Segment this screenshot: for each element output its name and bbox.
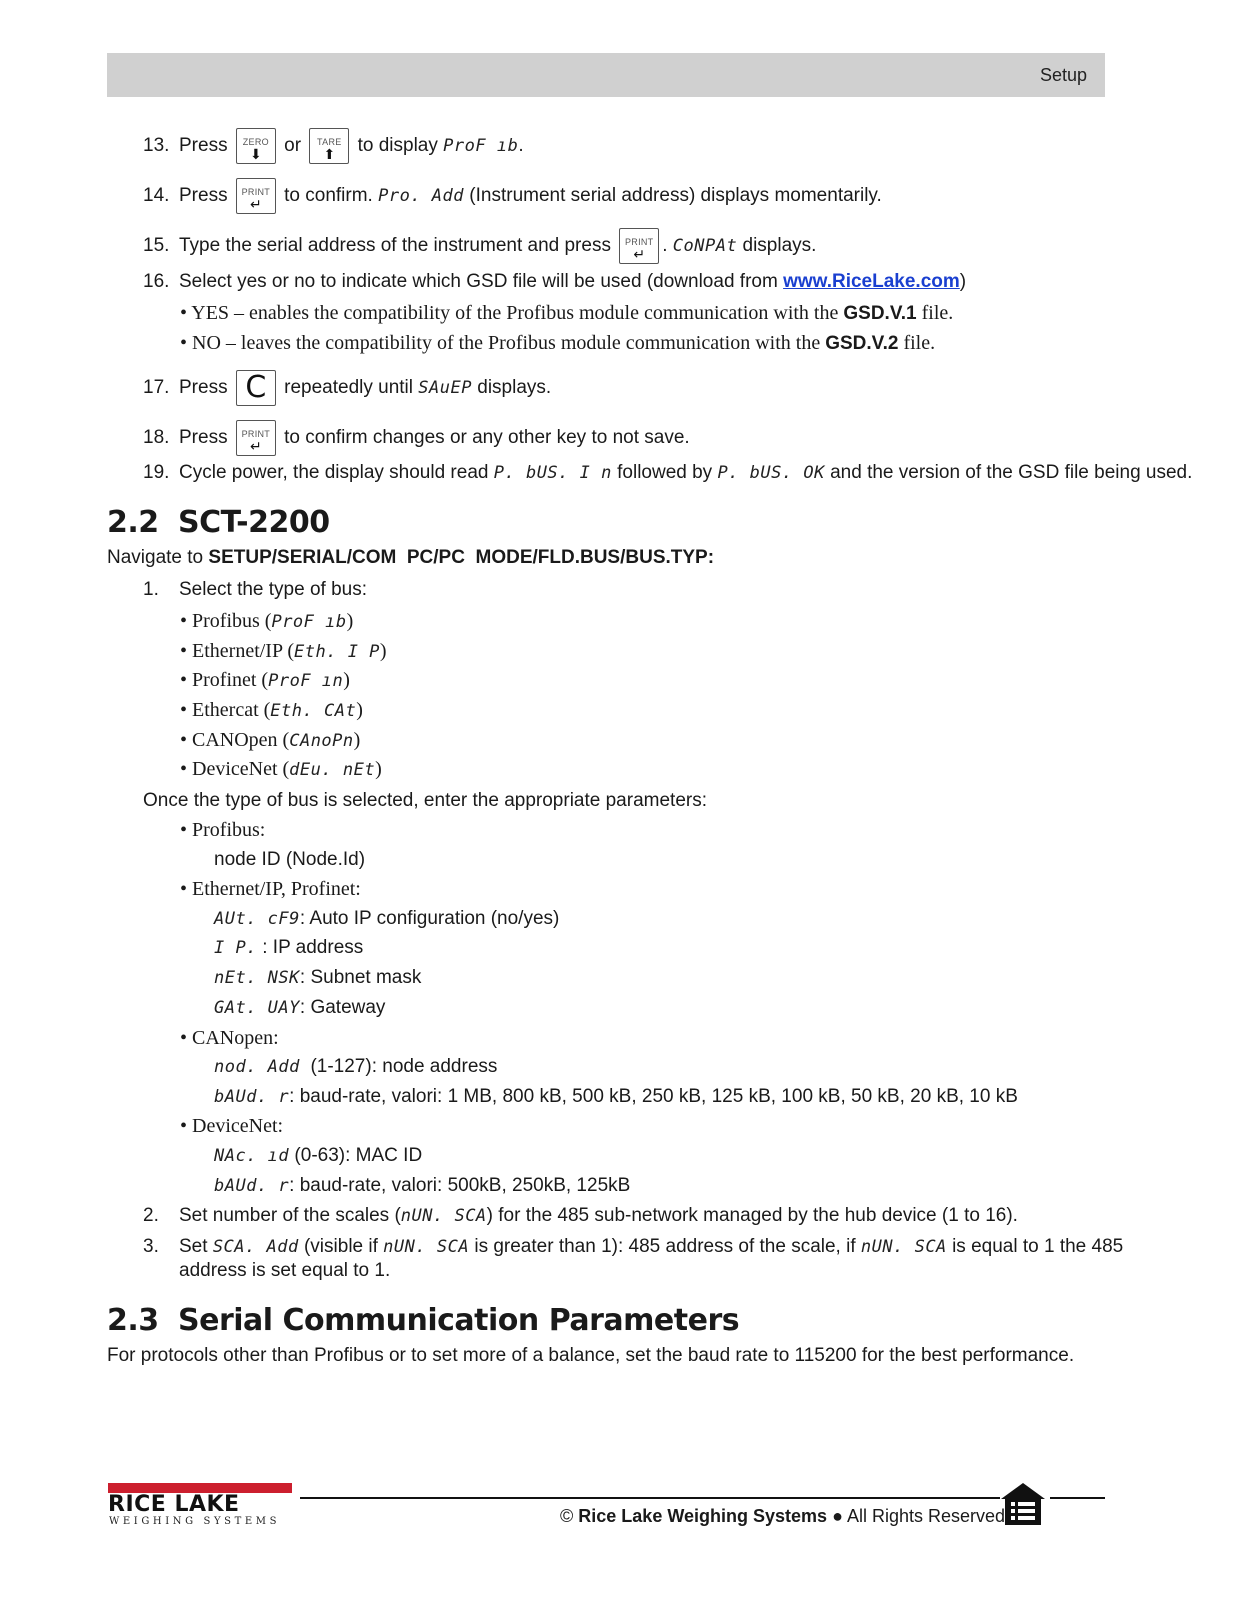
section-2-2-heading: [107, 505, 330, 540]
display-code: nUN. SCA: [860, 1237, 947, 1257]
header-section-title: Setup: [1039, 65, 1087, 85]
param-text: : baud-rate, valori: 500kB, 250kB, 125kB: [289, 1175, 631, 1196]
step-text: .: [662, 235, 668, 257]
copyright-symbol: ©: [560, 1506, 574, 1526]
param-text: : Auto IP configuration (no/yes): [299, 908, 560, 929]
bus-close: ): [343, 669, 350, 691]
step-17: [143, 370, 551, 406]
nav-text: Navigate to: [107, 547, 204, 568]
key-label: C: [245, 370, 267, 405]
param-text: : baud-rate, valori: 1 MB, 800 kB, 500 kB, 250 kB, 125 kB, 100 kB, 50 kB, 20 kB, 10 kB: [289, 1086, 1018, 1107]
step-number: 3.: [143, 1236, 159, 1257]
param-text: : IP address: [256, 937, 364, 958]
step-number: 19.: [143, 462, 170, 483]
bus-type-item: [180, 668, 350, 693]
bullet-no: [180, 331, 935, 356]
step-text: and the version of the GSD file being used.: [830, 462, 1193, 483]
sct-step-3: [143, 1235, 1123, 1259]
step-number: 2.: [143, 1205, 159, 1226]
step-text: Press: [179, 377, 228, 399]
step-18: [143, 420, 690, 456]
section-2-3-text: For protocols other than Profibus or to set more of a balance, set the baud rate to 115200 for the best performance.: [107, 1345, 1075, 1366]
bus-close: ): [379, 640, 387, 662]
key-label: PRINT: [241, 429, 271, 439]
ethernet-heading: • Ethernet/IP, Profinet:: [180, 878, 361, 900]
bus-name: • Ethernet/IP (: [180, 640, 295, 662]
display-code: SCA. Add: [212, 1237, 299, 1257]
key-label: TARE: [317, 137, 342, 147]
display-code: I P.: [214, 938, 257, 958]
c-key-icon: [236, 370, 276, 406]
param-line: [214, 1174, 630, 1198]
print-key-icon: [236, 178, 276, 214]
step-text: Set: [179, 1236, 208, 1257]
gsd-file-name: GSD.V.1: [843, 303, 917, 324]
bus-type-item: [180, 609, 353, 634]
bus-name: • Profibus (: [180, 610, 272, 632]
enter-icon: ↵: [249, 196, 262, 212]
bullet-separator: ●: [832, 1506, 843, 1526]
step-text: Type the serial address of the instrument and press: [179, 235, 611, 257]
bus-name: • CANOpen (: [180, 729, 290, 751]
bus-close: ): [353, 729, 361, 751]
param-line: [214, 966, 421, 990]
step-text: Press: [179, 185, 228, 207]
step-text: displays.: [742, 235, 817, 257]
footer-divider: [1050, 1497, 1105, 1499]
bullet-text: file.: [903, 332, 936, 354]
arrow-up-icon: ⬆: [323, 146, 336, 162]
step-number: 13.: [143, 135, 170, 157]
param-line: [214, 1055, 497, 1079]
step-text: to display: [357, 135, 438, 157]
display-code: Pro. Add: [378, 186, 465, 207]
display-code: nod. Add: [214, 1057, 300, 1077]
step-text: is equal to 1 the 485: [952, 1236, 1124, 1257]
step-text: displays.: [477, 377, 552, 399]
bus-close: ): [346, 610, 354, 632]
rights-text: All Rights Reserved: [846, 1506, 1006, 1526]
section-title: Serial Communication Parameters: [178, 1303, 740, 1338]
page-header-bar: [107, 53, 1105, 97]
bus-type-item: [180, 757, 382, 782]
display-code: Eth. CAt: [270, 701, 357, 721]
step-text: (Instrument serial address) displays momentarily.: [469, 185, 882, 207]
display-code: SAuEP: [418, 378, 472, 399]
enter-icon: ↵: [249, 438, 262, 454]
display-code: bAUd. r: [214, 1087, 290, 1107]
bus-name: • Profinet (: [180, 669, 269, 691]
navigate-path: [107, 546, 714, 570]
display-code: ProF ıb: [271, 612, 347, 632]
bullet-text: • NO – leaves the compatibility of the Profibus module communication with the: [180, 332, 821, 354]
step-text: to confirm changes or any other key to not save.: [284, 427, 690, 449]
display-code: GAt. UAY: [214, 998, 300, 1018]
display-code: P. bUS. OK: [717, 463, 825, 483]
param-line: [214, 996, 385, 1020]
enter-icon: ↵: [633, 246, 646, 262]
step-text: or: [284, 135, 302, 157]
menu-path: SETUP/SERIAL/COM PC/PC MODE/FLD.BUS/BUS.TYP:: [208, 547, 715, 568]
display-code: CoNPAt: [672, 236, 738, 257]
gsd-file-name: GSD.V.2: [825, 333, 899, 354]
step-text: Select the type of bus:: [179, 579, 368, 600]
section-number: 2.3: [107, 1303, 159, 1338]
step-19: [143, 461, 1192, 485]
display-code: nEt. NSK: [214, 968, 300, 988]
display-code: dEu. nEt: [289, 760, 376, 780]
step-text: ): [959, 271, 967, 292]
bullet-text: • YES – enables the compatibility of the Profibus module communication with the: [180, 302, 839, 324]
step-16: [143, 270, 966, 294]
param-text: (0-63): MAC ID: [289, 1145, 423, 1166]
step-text: to confirm.: [284, 185, 373, 207]
bullet-yes: [180, 301, 953, 326]
footer-divider: [300, 1497, 1000, 1499]
devicenet-heading: • DeviceNet:: [180, 1115, 284, 1137]
sct-step-2: [143, 1204, 1018, 1228]
company-name: Rice Lake Weighing Systems: [578, 1506, 828, 1526]
arrow-down-icon: ⬇: [249, 146, 262, 162]
step-text: Cycle power, the display should read: [179, 462, 489, 483]
bus-close: ): [375, 758, 382, 780]
step-text: Press: [179, 427, 228, 449]
display-code: CAnoPn: [289, 731, 354, 751]
key-label: PRINT: [624, 237, 654, 247]
display-code: ProF ıb: [443, 136, 519, 157]
step-text: ) for the 485 sub-network managed by the hub device (1 to 16).: [486, 1205, 1018, 1226]
sct-step-1: [143, 578, 367, 602]
once-text: Once the type of bus is selected, enter the appropriate parameters:: [143, 790, 707, 811]
key-label: ZERO: [242, 137, 269, 147]
section-number: 2.2: [107, 505, 159, 540]
step-number: 1.: [143, 579, 159, 600]
step-text: Select yes or no to indicate which GSD file will be used (download from: [179, 271, 778, 292]
footer-copyright: [560, 1506, 1020, 1527]
canopen-heading: • CANopen:: [180, 1027, 279, 1049]
step-text: is greater than 1): 485 address of the scale, if: [474, 1236, 856, 1257]
step-number: 15.: [143, 235, 170, 257]
bus-type-item: [180, 639, 387, 664]
section-2-3-heading: [107, 1303, 739, 1338]
home-icon[interactable]: [999, 1481, 1047, 1527]
step-text: (visible if: [303, 1236, 378, 1257]
display-code: nUN. SCA: [383, 1237, 470, 1257]
ricelake-link[interactable]: www.RiceLake.com: [783, 271, 960, 292]
step-number: 18.: [143, 427, 170, 449]
logo-text: RICE LAKE: [108, 1492, 240, 1517]
bus-type-item: [180, 728, 360, 753]
display-code: ProF ın: [268, 671, 344, 691]
profibus-heading: • Profibus:: [180, 819, 266, 841]
logo-subtitle: WEIGHING SYSTEMS: [109, 1516, 281, 1527]
zero-key-icon: [236, 128, 276, 164]
step-15: [143, 228, 816, 264]
print-key-icon: [236, 420, 276, 456]
step-number: 14.: [143, 185, 170, 207]
param-line: [214, 1085, 1018, 1109]
display-code: NAc. ıd: [214, 1146, 290, 1166]
home-icon-svg: [999, 1481, 1047, 1527]
step-text: followed by: [617, 462, 713, 483]
bus-type-item: [180, 698, 363, 723]
step-14: [143, 178, 882, 214]
sct-step-3-continued: address is set equal to 1.: [179, 1260, 391, 1281]
param-text: (1-127): node address: [299, 1056, 498, 1077]
param-line: [214, 907, 559, 931]
print-key-icon: [619, 228, 659, 264]
display-code: Eth. I P: [294, 642, 380, 662]
step-13: [143, 128, 524, 164]
display-code: P. bUS. I n: [493, 463, 612, 483]
param-text: : Subnet mask: [299, 967, 422, 988]
rice-lake-logo: [108, 1483, 294, 1527]
bus-name: • Ethercat (: [180, 699, 271, 721]
profibus-node-id: node ID (Node.Id): [214, 849, 366, 870]
display-code: AUt. cF9: [214, 909, 300, 929]
param-line: [214, 1144, 422, 1168]
section-title: SCT-2200: [178, 505, 330, 540]
key-label: PRINT: [241, 187, 271, 197]
bus-name: • DeviceNet (: [180, 758, 290, 780]
display-code: nUN. SCA: [400, 1206, 487, 1226]
step-text: Set number of the scales (: [179, 1205, 401, 1226]
bus-close: ): [356, 699, 363, 721]
bullet-text: file.: [921, 302, 954, 324]
step-text: Press: [179, 135, 228, 157]
step-number: 17.: [143, 377, 170, 399]
step-text: repeatedly until: [284, 377, 414, 399]
param-text: : Gateway: [299, 997, 386, 1018]
step-text: .: [518, 135, 524, 157]
tare-key-icon: [309, 128, 349, 164]
param-line: [214, 936, 363, 960]
display-code: bAUd. r: [214, 1176, 290, 1196]
step-number: 16.: [143, 271, 170, 292]
